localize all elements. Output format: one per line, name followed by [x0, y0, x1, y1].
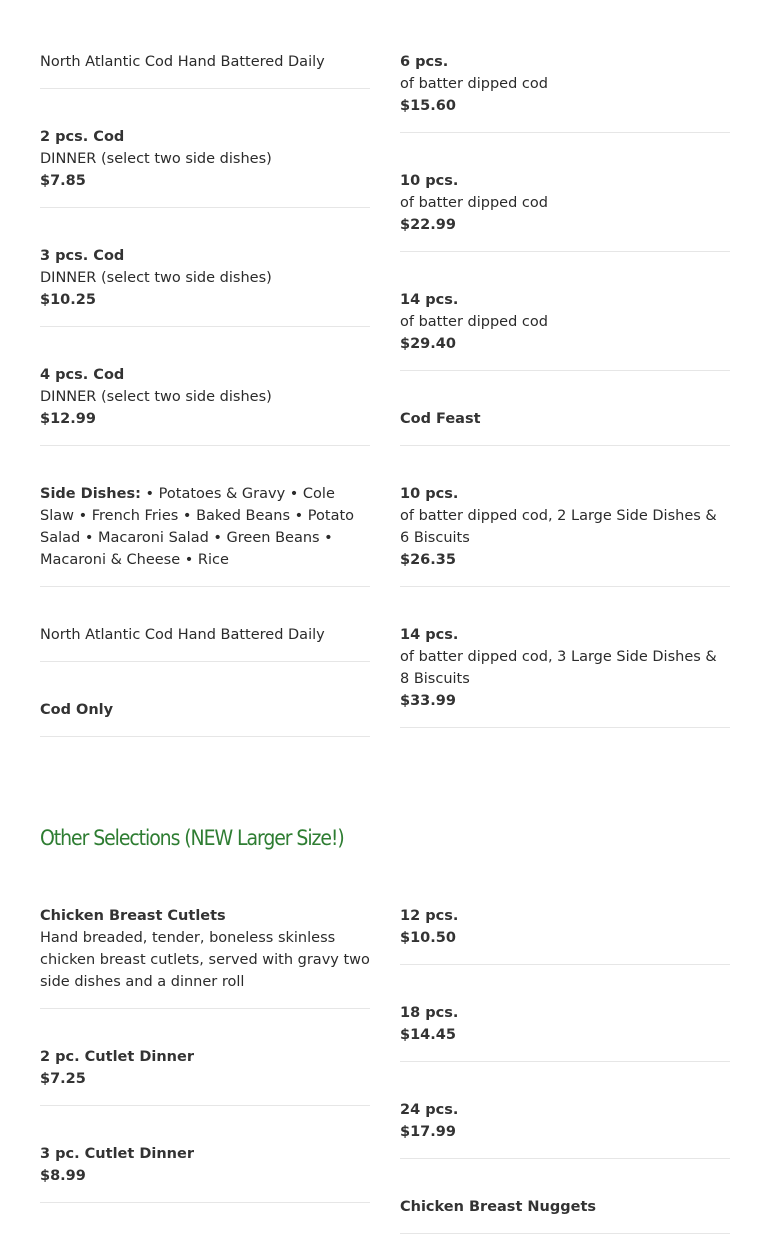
item-description: of batter dipped cod, 3 Large Side Dishes & 8 Biscuits: [400, 649, 717, 687]
item-description: of batter dipped cod: [400, 76, 548, 92]
section-heading: Other Selections (NEW Larger Size!): [40, 826, 344, 850]
menu-item: [40, 1046, 370, 1106]
menu-item: [400, 289, 730, 371]
menu-item: [40, 51, 370, 89]
menu-item: [400, 624, 730, 728]
item-price: $10.25: [40, 292, 96, 308]
item-price: $12.99: [40, 411, 96, 427]
item-description: of batter dipped cod, 2 Large Side Dishes & 6 Biscuits: [400, 508, 717, 546]
item-title: Chicken Breast Cutlets: [40, 908, 226, 924]
item-price: $15.60: [400, 98, 456, 114]
item-price: $8.99: [40, 1168, 86, 1184]
item-title: 18 pcs.: [400, 1005, 459, 1021]
menu-item: [400, 1002, 730, 1062]
menu-item: [40, 905, 370, 1009]
item-description: of batter dipped cod: [400, 314, 548, 330]
menu-item: [40, 624, 370, 662]
menu-item: [400, 170, 730, 252]
menu-column-right: [400, 51, 730, 728]
item-price: $17.99: [400, 1124, 456, 1140]
item-description: of batter dipped cod: [400, 195, 548, 211]
item-price: $10.50: [400, 930, 456, 946]
item-title: 24 pcs.: [400, 1102, 459, 1118]
item-price: $29.40: [400, 336, 456, 352]
item-title: Cod Only: [40, 702, 114, 718]
menu-item: [400, 1196, 730, 1234]
side-dishes-list: • Potatoes & Gravy • Cole Slaw • French Fries • Baked Beans • Potato Salad • Macaroni Salad • Green Beans • Macaroni & Cheese • Rice: [40, 486, 355, 568]
item-description: DINNER (select two side dishes): [40, 270, 272, 286]
menu-item: [400, 1099, 730, 1159]
menu-item: [40, 245, 370, 327]
item-price: $7.25: [40, 1071, 86, 1087]
item-title: 14 pcs.: [400, 292, 459, 308]
item-title: Cod Feast: [400, 411, 481, 427]
item-description: Hand breaded, tender, boneless skinless chicken breast cutlets, served with gravy two side dishes and a dinner roll: [40, 930, 370, 990]
item-title: 3 pc. Cutlet Dinner: [40, 1146, 194, 1162]
item-title: 12 pcs.: [400, 908, 459, 924]
item-title: 10 pcs.: [400, 173, 459, 189]
menu-column-left: [40, 905, 370, 1203]
menu-column-left: [40, 51, 370, 737]
item-title: 2 pc. Cutlet Dinner: [40, 1049, 194, 1065]
item-description: North Atlantic Cod Hand Battered Daily: [40, 54, 325, 70]
menu-item: [40, 699, 370, 737]
menu-item: [400, 408, 730, 446]
menu-item: [40, 364, 370, 446]
side-dishes-label: Side Dishes:: [40, 486, 141, 502]
item-description: DINNER (select two side dishes): [40, 389, 272, 405]
side-dishes-text: [40, 483, 370, 571]
item-price: $14.45: [400, 1027, 456, 1043]
item-title: 6 pcs.: [400, 54, 449, 70]
item-price: $33.99: [400, 693, 456, 709]
menu-item: [40, 126, 370, 208]
menu-item: [400, 905, 730, 965]
item-title: 10 pcs.: [400, 486, 459, 502]
side-dishes-item: [40, 483, 370, 587]
menu-item: [40, 1143, 370, 1203]
item-description: DINNER (select two side dishes): [40, 151, 272, 167]
menu-item: [400, 483, 730, 587]
item-description: North Atlantic Cod Hand Battered Daily: [40, 627, 325, 643]
item-title: 14 pcs.: [400, 627, 459, 643]
item-title: 2 pcs. Cod: [40, 129, 125, 145]
item-price: $22.99: [400, 217, 456, 233]
menu-item: [400, 51, 730, 133]
item-title: 3 pcs. Cod: [40, 248, 125, 264]
menu-column-right: [400, 905, 730, 1234]
item-title: Chicken Breast Nuggets: [400, 1199, 597, 1215]
item-price: $7.85: [40, 173, 86, 189]
item-price: $26.35: [400, 552, 456, 568]
item-title: 4 pcs. Cod: [40, 367, 125, 383]
